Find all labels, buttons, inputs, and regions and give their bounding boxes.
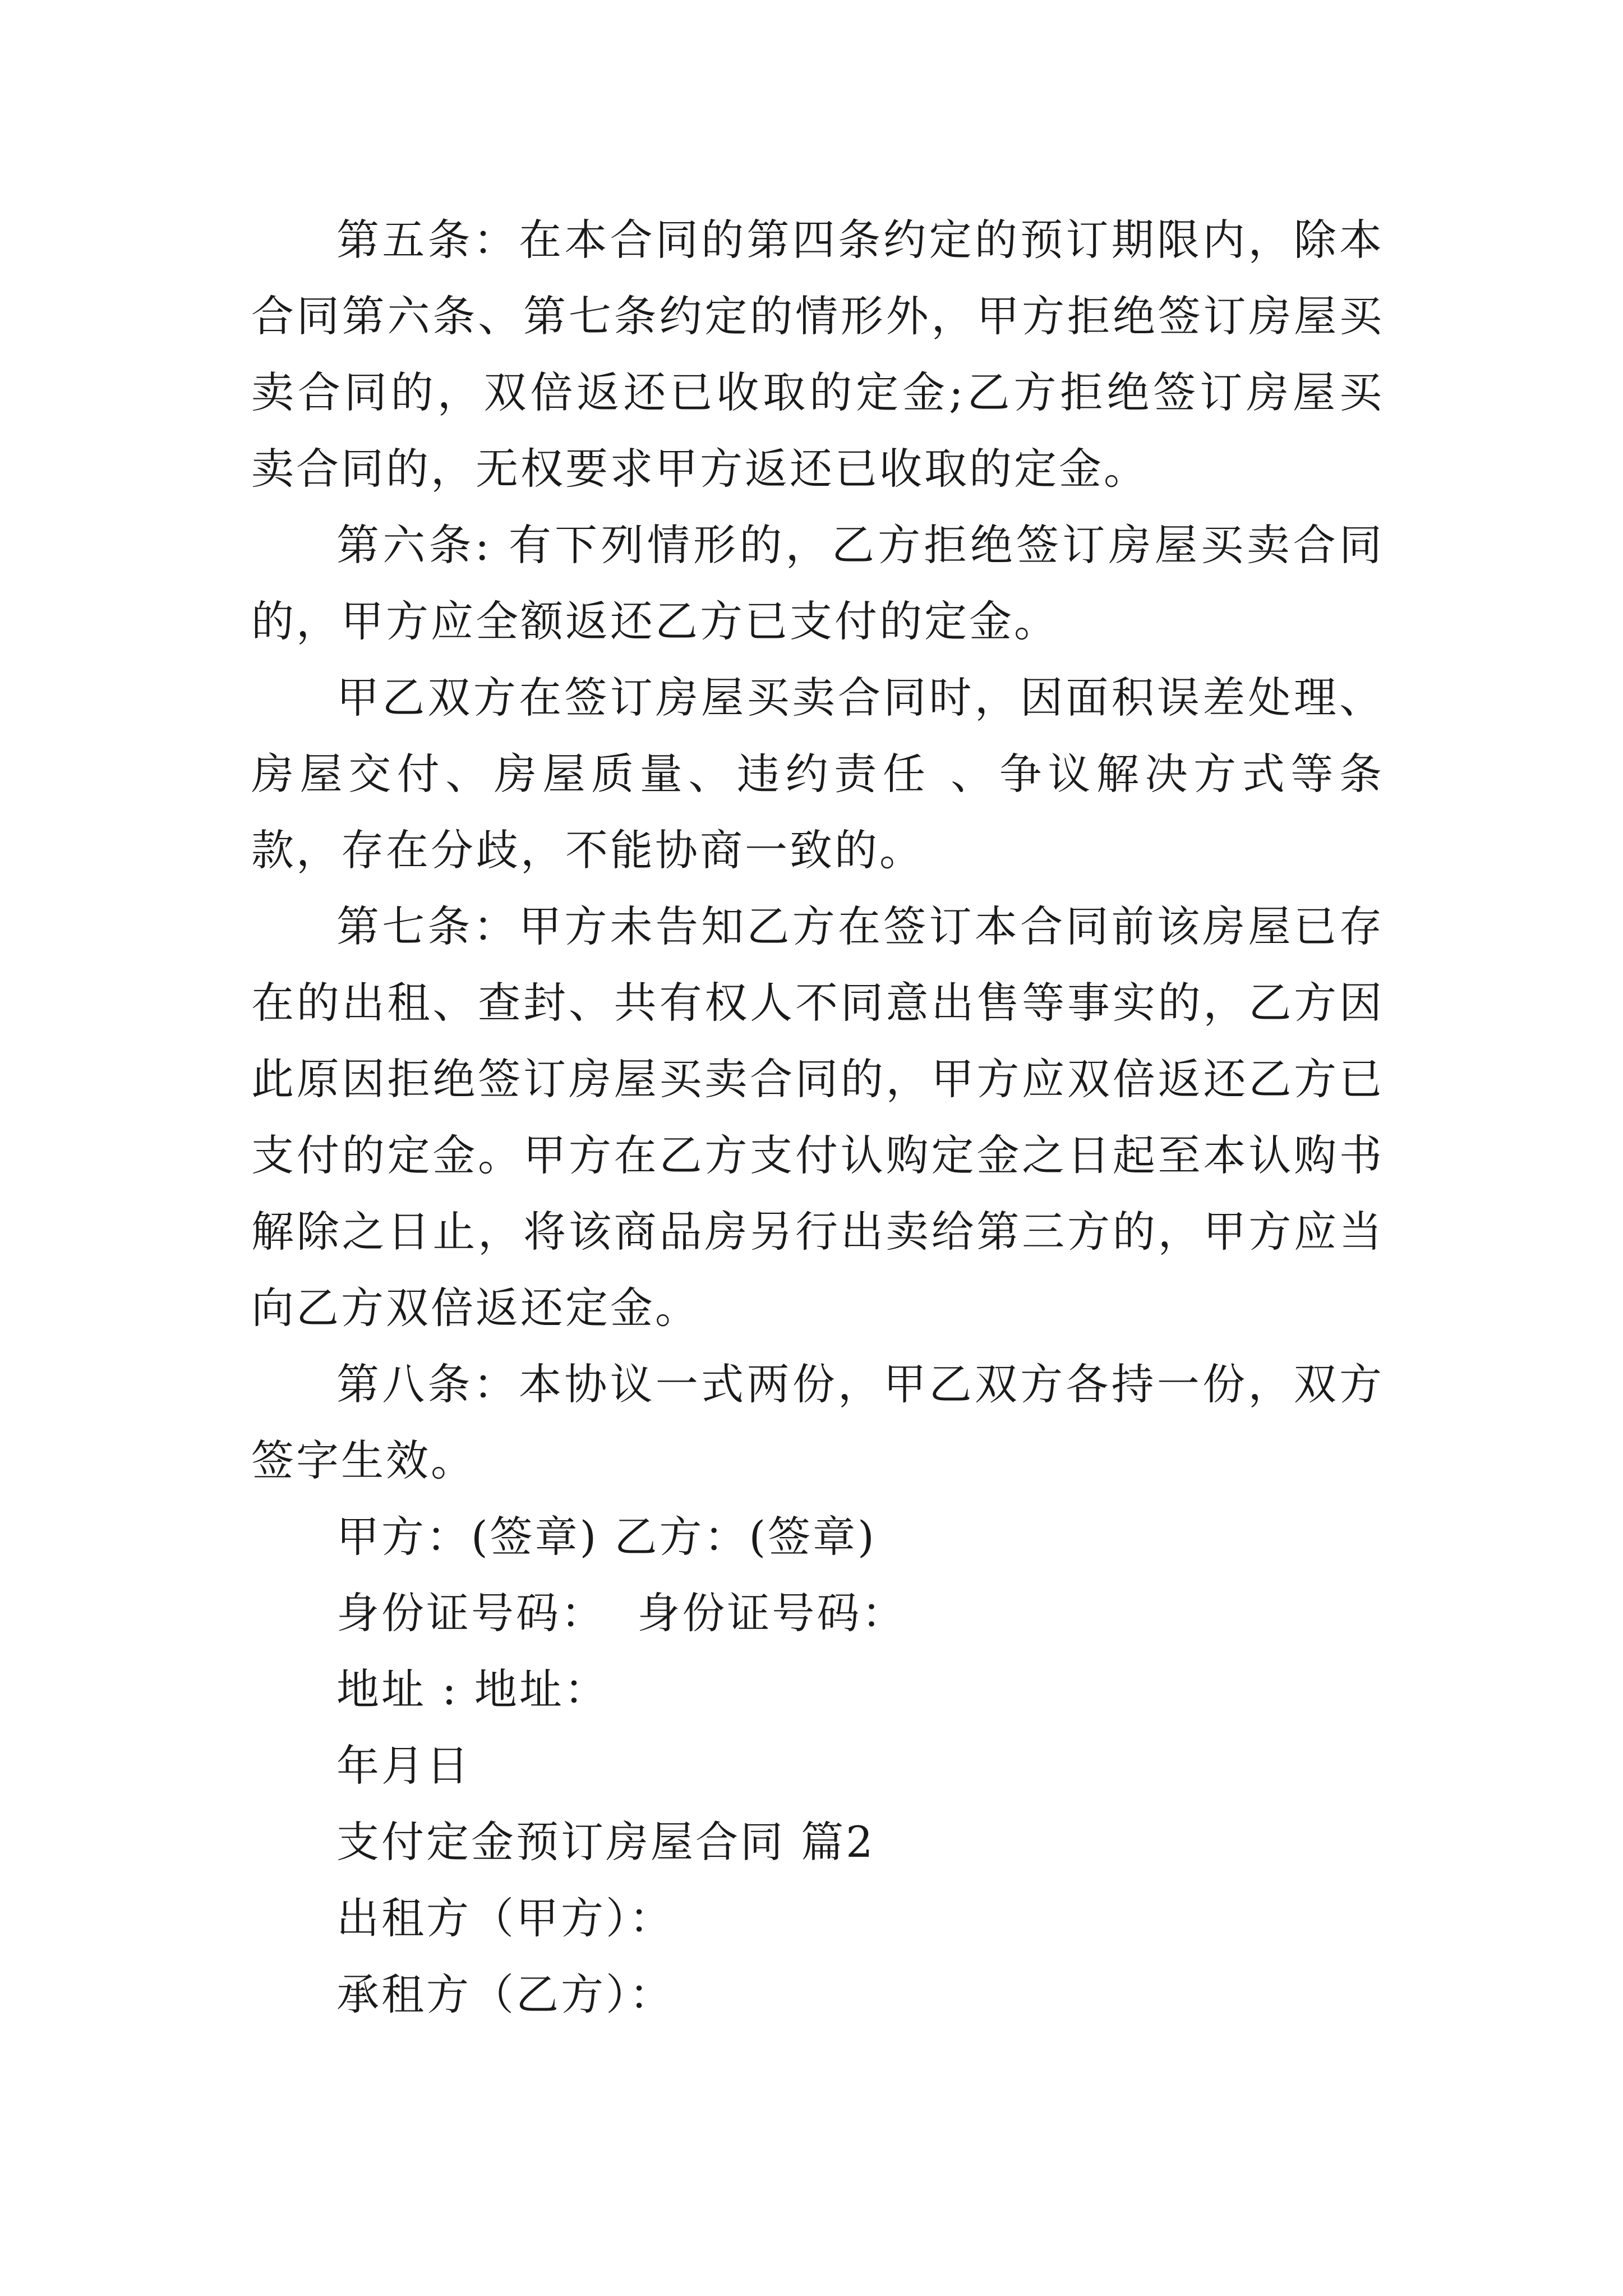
lessee-line: 承租方（乙方）：	[336, 1970, 674, 2019]
section-title: 支付定金预订房屋合同 篇2	[336, 1817, 875, 1867]
article-7-paragraph: 第七条：甲方未告知乙方在签订本合同前该房屋已存在的出租、查封、共有权人不同意出售等事实的，乙方因此原因拒绝签订房屋买卖合同的，甲方应双倍返还乙方已支付的定金。甲方在乙方支付认购定金之日起至本认购书解除之日止，将该商品房另行出卖给第三方的，甲方应当向乙方双倍返还定金。	[251, 901, 1384, 1333]
article-8-paragraph: 第八条：本协议一式两份，甲乙双方各持一份，双方签字生效。	[251, 1359, 1384, 1485]
signature-line: 甲方：(签章) 乙方：(签章)	[336, 1512, 877, 1562]
date-line: 年月日	[336, 1741, 471, 1791]
address-line: 地址 : 地址：	[336, 1664, 609, 1714]
document-body	[251, 202, 1384, 2033]
article-6-paragraph: 第六条: 有下列情形的，乙方拒绝签订房屋买卖合同的，甲方应全额返还乙方已支付的定金。	[251, 520, 1384, 646]
article-6-condition-paragraph: 甲乙双方在签订房屋买卖合同时，因面积误差处理、房屋交付、房屋质量、违约责任 、争议解决方式等条款，存在分歧，不能协商一致的。	[251, 673, 1384, 875]
id-number-line: 身份证号码： 身份证号码：	[336, 1588, 907, 1638]
article-5-paragraph: 第五条：在本合同的第四条约定的预订期限内，除本合同第六条、第七条约定的情形外，甲方拒绝签订房屋买卖合同的，双倍返还已收取的定金;乙方拒绝签订房屋买卖合同的，无权要求甲方返还已收取的定金。	[251, 215, 1384, 494]
lessor-line: 出租方（甲方）：	[336, 1893, 674, 1943]
